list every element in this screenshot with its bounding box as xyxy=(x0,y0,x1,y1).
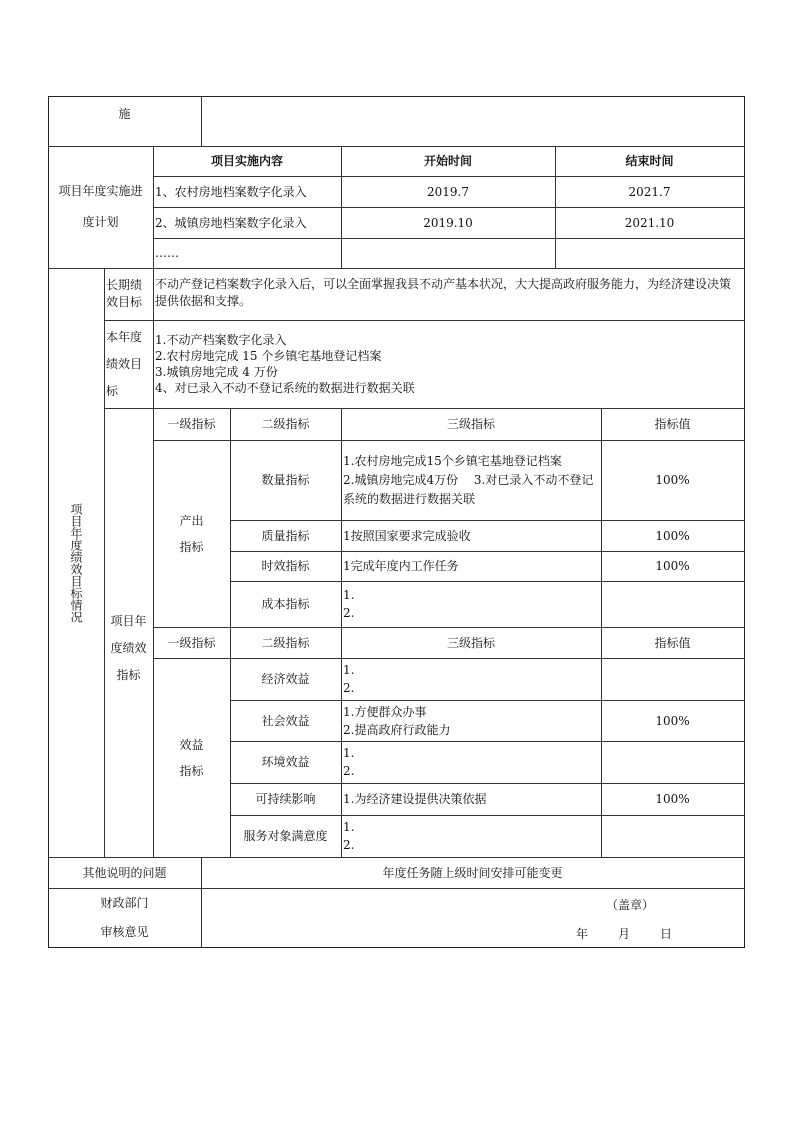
benefit-indicators-label xyxy=(153,658,230,857)
output-label-line-2: 指标 xyxy=(179,539,204,554)
header-level3-repeat: 三级指标 xyxy=(446,635,495,650)
benefit-row-environment-level3: 1. 2. xyxy=(343,746,355,778)
output-row-timeliness-value: 100% xyxy=(655,559,690,573)
header-level1-repeat: 一级指标 xyxy=(167,635,216,650)
schedule-label-line-1: 项目年度实施进 xyxy=(58,184,143,198)
header-start-time: 开始时间 xyxy=(423,154,472,168)
benefit-row-social-value: 100% xyxy=(655,713,690,728)
schedule-section-label xyxy=(48,176,153,238)
benefit-label-line-1: 效益 xyxy=(179,737,204,752)
output-row-quality-level2: 质量指标 xyxy=(261,528,310,543)
header-implementation-content: 项目实施内容 xyxy=(210,154,283,168)
schedule-row-3-start xyxy=(341,238,555,268)
top-row-value xyxy=(201,96,744,146)
benefit-row-satisfaction-level3: 1. 2. xyxy=(343,820,355,852)
date-day-label: 日 xyxy=(659,927,672,941)
long-term-label-line-2: 效目标 xyxy=(106,295,143,309)
schedule-row-1-start: 2019.7 xyxy=(427,184,469,199)
schedule-row-3-end xyxy=(555,238,744,268)
top-row-label: 施 xyxy=(118,107,131,121)
finance-label-line-1: 财政部门 xyxy=(100,895,149,910)
output-row-timeliness-level3: 1完成年度内工作任务 xyxy=(343,559,459,573)
table-border-bottom xyxy=(48,947,745,948)
schedule-label-line-2: 度计划 xyxy=(82,215,119,229)
benefit-row-sustainability-value: 100% xyxy=(655,792,690,806)
date-month-label: 月 xyxy=(617,927,630,941)
schedule-row-3-content: …… xyxy=(155,246,179,260)
annual-goal-list xyxy=(153,320,745,408)
header-level2: 二级指标 xyxy=(261,417,310,431)
schedule-row-2-content: 2、城镇房地档案数字化录入 xyxy=(155,215,307,230)
benefit-row-sustainability-level2: 可持续影响 xyxy=(255,792,316,806)
annual-goal-item: 3.城镇房地完成 4 万份 xyxy=(155,365,278,379)
output-row-timeliness-level2: 时效指标 xyxy=(261,559,310,573)
long-term-label-line-1: 长期绩 xyxy=(106,278,143,292)
schedule-row-1-end: 2021.7 xyxy=(628,184,671,199)
benefit-row-economic-value xyxy=(601,658,744,700)
finance-label-line-2: 审核意见 xyxy=(100,924,149,939)
schedule-row-2-start: 2019.10 xyxy=(423,215,473,230)
finance-review-label xyxy=(48,888,201,947)
benefit-row-social-level2: 社会效益 xyxy=(261,713,310,728)
annual-label-line-1: 本年度 xyxy=(106,329,143,344)
output-row-cost-level3: 1. 2. xyxy=(343,588,355,620)
benefit-row-economic-level2: 经济效益 xyxy=(261,672,310,686)
schedule-row-1-content: 1、农村房地档案数字化录入 xyxy=(155,184,307,199)
output-row-quality-level3: 1按照国家要求完成验收 xyxy=(343,528,471,543)
annual-label-line-2: 绩效目 xyxy=(106,356,143,371)
header-level2-repeat: 二级指标 xyxy=(261,635,310,650)
date-year-label: 年 xyxy=(575,927,588,941)
long-term-goal-text: 不动产登记档案数字化录入后，可以全面掌握我县不动产基本状况，大大提高政府服务能力，为经济建设决策提供依据和支撑。 xyxy=(155,277,732,308)
annual-goal-item: 1.不动产档案数字化录入 xyxy=(155,333,287,347)
output-row-cost-level2: 成本指标 xyxy=(261,597,310,611)
performance-section-label xyxy=(48,268,104,857)
long-term-goal-label xyxy=(104,268,153,320)
other-notes-label: 其他说明的问题 xyxy=(82,865,167,880)
output-indicators-label xyxy=(153,440,230,627)
output-row-cost-value xyxy=(601,581,744,627)
header-level1: 一级指标 xyxy=(167,417,216,431)
indicators-label-line-1: 项目年 xyxy=(110,613,147,628)
annual-goal-item: 2.农村房地完成 15 个乡镇宅基地登记档案 xyxy=(155,349,382,363)
benefit-row-sustainability-level3: 1.为经济建设提供决策依据 xyxy=(343,792,487,806)
benefit-row-economic-level3: 1. 2. xyxy=(343,663,355,695)
benefit-row-social-level3: 1.方便群众办事 2.提高政府行政能力 xyxy=(343,704,451,737)
schedule-row-2-end: 2021.10 xyxy=(624,215,675,230)
benefit-row-satisfaction-level2: 服务对象满意度 xyxy=(243,829,328,843)
indicators-label-line-3: 指标 xyxy=(116,667,141,682)
header-level3: 三级指标 xyxy=(446,417,495,431)
benefit-label-line-2: 指标 xyxy=(179,763,204,778)
benefit-row-environment-value xyxy=(601,741,744,783)
annual-label-line-3: 标 xyxy=(106,383,119,398)
performance-section-label-text: 项目年度绩效目标情况 xyxy=(69,502,83,623)
other-notes-value: 年度任务随上级时间安排可能变更 xyxy=(382,865,563,880)
output-row-quantity-level3: 1.农村房地完成15个乡镇宅基地登记档案 2.城镇房地完成4万份 3.对已录入不动不登记系统的数据进行数据关联 xyxy=(343,453,594,506)
benefit-row-environment-level2: 环境效益 xyxy=(261,755,310,769)
output-row-quality-value: 100% xyxy=(655,528,690,543)
header-value: 指标值 xyxy=(654,417,691,431)
benefit-row-satisfaction-value xyxy=(601,815,744,857)
indicators-label-line-2: 度绩效 xyxy=(110,640,147,655)
annual-goal-label xyxy=(104,320,153,408)
seal-placeholder: （盖章） xyxy=(605,898,654,912)
header-value-repeat: 指标值 xyxy=(654,635,691,650)
annual-goal-item: 4、对已录入不动不登记系统的数据进行数据关联 xyxy=(155,381,415,395)
table-border-right xyxy=(744,96,745,948)
indicators-label xyxy=(104,608,153,688)
output-row-quantity-level2: 数量指标 xyxy=(261,473,310,487)
header-end-time: 结束时间 xyxy=(625,154,674,168)
output-row-quantity-value: 100% xyxy=(655,473,690,487)
output-label-line-1: 产出 xyxy=(179,513,204,528)
